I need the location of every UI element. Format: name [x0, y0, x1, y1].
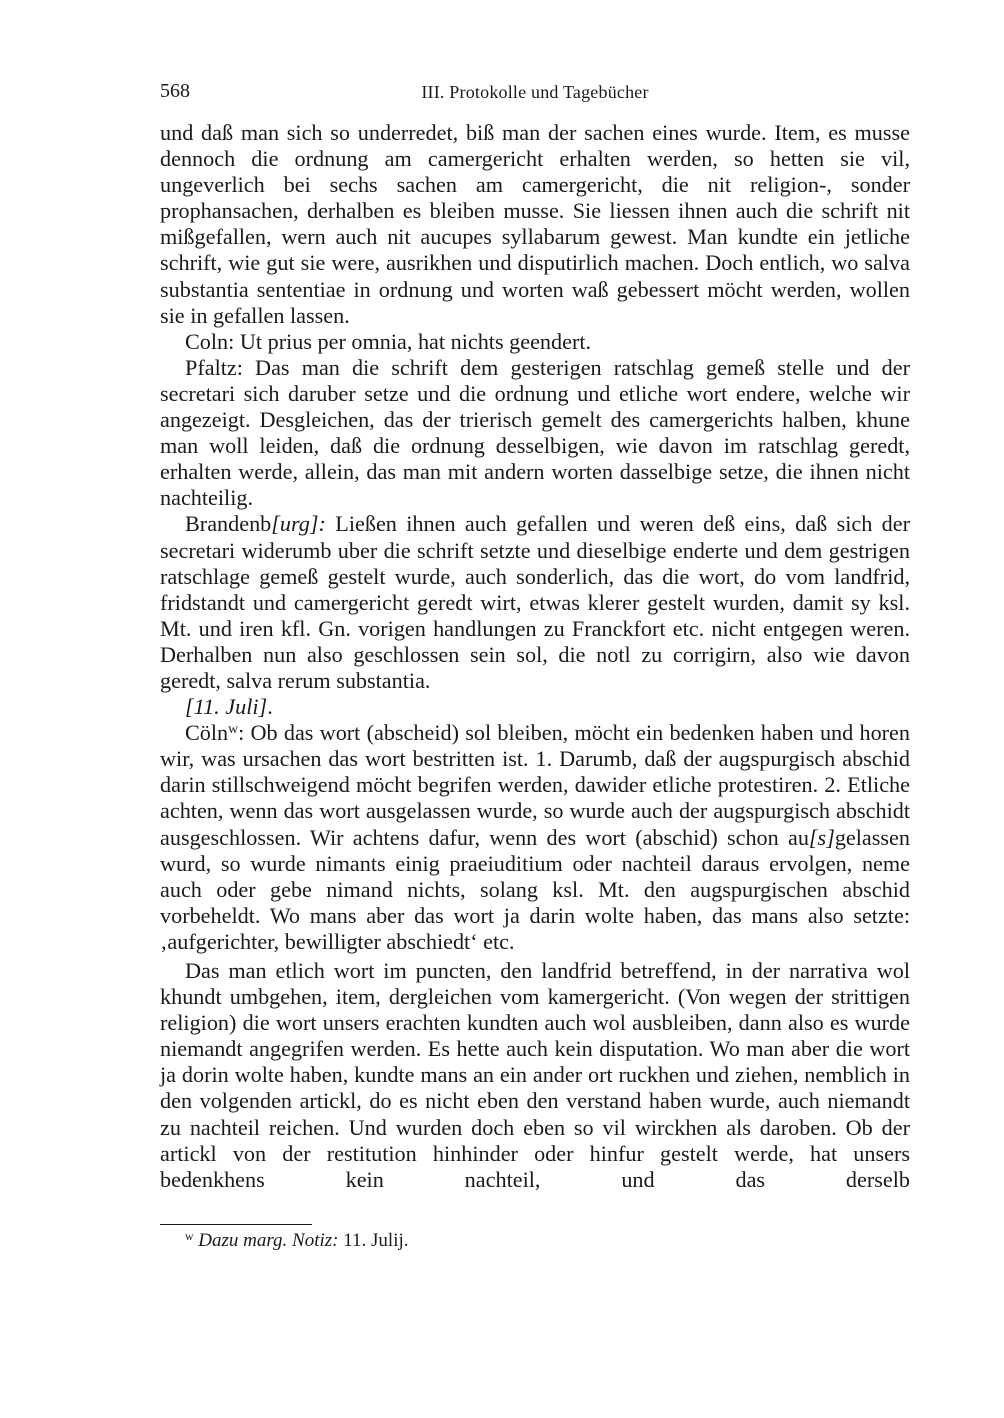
paragraph: und daß man sich so underredet, biß man der sachen eines wurde. Item, es musse dennoch die ordnung am camergericht erhalten werden, so hetten sie vil, ungeverlich bei sechs sachen am camergericht, die nit religion-, sonder prophansachen, derhalben es bleiben musse. Sie liessen ihnen auch die schrift nit mißgefallen, wern auch nit aucupes syllabarum gewest. Man kundte ein jetliche schrift, wie gut sie were, ausrikhen und disputirlich machen. Doch entlich, wo salva substantia sententiae in ordnung und worten waß gebessert möcht werden, wollen sie in gefallen lassen.: [160, 120, 910, 328]
punctuation: .: [267, 694, 273, 720]
footnote-marker: w: [185, 1230, 194, 1244]
editorial-insertion: [s]: [808, 824, 835, 850]
footnote-text: 11. Julij.: [338, 1230, 409, 1251]
footnote-rule: [160, 1224, 312, 1225]
page-header: [160, 80, 910, 108]
footnote-marker: w: [228, 721, 239, 737]
paragraph-text: gelassen wurd, so wurde nimants einig praeiuditium oder nachteil daraus ervolgen, neme auch oder gebe nimand nichts, solang ksl. Mt. den augspurgischen abschid vorbeheldt. Wo mans aber das wort ja darin wolte haben, das mans also setzte: ‚aufgerichter, bewilligter abschiedt‘ etc.: [160, 824, 910, 954]
editorial-insertion: [urg]:: [271, 511, 326, 537]
speaker-name: Brandenb: [185, 511, 272, 537]
paragraph: [160, 511, 910, 694]
paragraph-text: Ließen ihnen auch gefallen und weren deß eins, daß sich der secretari widerumb uber die schrift setzte und dieselbige enderte und dem gestrigen ratschlage gemeß gestelt wurde, auch sonderlich, das die wort, do vom landfrid, fridstandt und camergericht geredt wirt, etwas klerer gestelt wurden, damit sy ksl. Mt. und iren kfl. Gn. vorigen handlungen zu Franckfort etc. nicht entgegen weren. Derhalben nun also geschlossen sein sol, die notl zu corrigirn, also wie davon geredt, salva rerum substantia.: [160, 511, 910, 693]
page-number: 568: [160, 80, 190, 102]
date-heading: [160, 694, 910, 720]
footnote-label: Dazu marg. Notiz:: [198, 1230, 339, 1251]
paragraph: Pfaltz: Das man die schrift dem gesterigen ratschlag gemeß stelle und der secretari sich daruber setze und die ordnung und etliche wort endere, welche wir angezeigt. Desgleichen, das der trierisch gemelt des camergerichts halben, khune man woll leiden, daß die ordnung desselbigen, wie davon im ratschlag geredt, erhalten werde, allein, das man mit andern worten dasselbige setze, die ihnen nicht nachteilig.: [160, 354, 910, 511]
running-head: III. Protokolle und Tagebücher: [421, 82, 649, 102]
paragraph: Coln: Ut prius per omnia, hat nichts geendert.: [185, 328, 592, 354]
speaker-name: Cöln: [185, 720, 229, 746]
footnote: [185, 1229, 885, 1253]
paragraph-text: : Ob das wort (abscheid) sol bleiben, möcht ein bedenken haben und horen wir, was ursachen das wort bestritten ist. 1. Darumb, daß der augspurgisch abschid darin stillschweigend möcht begrifen werden, dawider etliche protestiren. 2. Etliche achten, wenn das wort ausgelassen wurde, so wurde auch der augspurgisch abschidt ausgeschlossen. Wir achtens dafur, wenn des wort (abschid) schon au: [160, 720, 910, 850]
body-text: [160, 120, 910, 1193]
paragraph: [160, 720, 910, 955]
editorial-date: [11. Juli]: [185, 694, 268, 720]
paragraph: Das man etlich wort im puncten, den landfrid betreffend, in der narrativa wol khundt umbgehen, item, dergleichen vom kamergericht. (Von wegen der strittigen religion) die wort unsers erachten kundten auch wol ausbleiben, dann also es wurde niemandt angegrifen werden. Es hette auch kein disputation. Wo man aber die wort ja dorin wolte haben, kundte mans an ein ander ort ruckhen und ziehen, nemblich in den volgenden artickl, do es nicht eben den verstand haben wurde, auch niemandt zu nachteil reichen. Und wurden doch eben so vil wirckhen als daroben. Ob der artickl von der restitution hinhinder oder hinfur gestelt werde, hat unsers bedenkhens kein nachteil, und das derselb: [160, 958, 910, 1192]
